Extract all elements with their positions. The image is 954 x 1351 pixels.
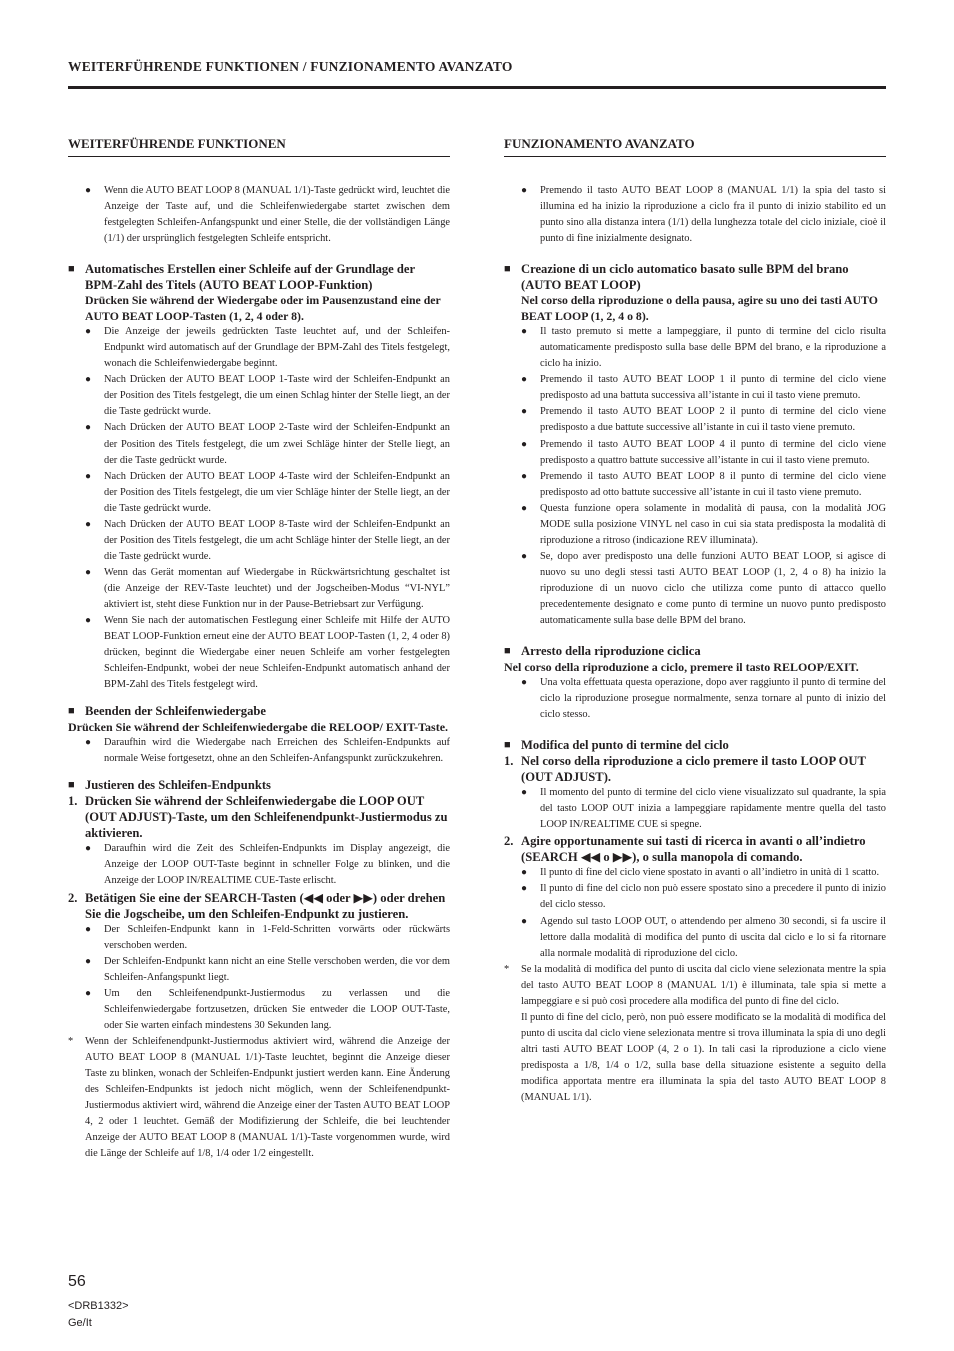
square-bullet-icon: ■ — [504, 739, 511, 752]
header-title: WEITERFÜHRENDE FUNKTIONEN / FUNZIONAMENTO AVANZATO — [68, 59, 513, 74]
right-end-instruction: Nel corso della riproduzione a ciclo, premere il tasto RELOOP/EXIT. — [504, 660, 859, 675]
bullet-icon: ● — [521, 787, 528, 799]
left-adjust-heading: ■ Justieren des Schleifen-Endpunkts — [68, 778, 271, 793]
list-item: ● Der Schleifen-Endpunkt kann nicht an eine Stelle verschoben werden, die vor dem Schleifen-Anfangspunkt liegt. — [85, 955, 450, 983]
bullet-icon: ● — [521, 406, 528, 418]
bullet-icon: ● — [85, 843, 92, 855]
list-item: ● Daraufhin wird die Zeit des Schleifen-Endpunkts im Display angezeigt, die Anzeige der LOOP OUT-Taste beginnt in schneller Folge zu blinken, und die Anzeige der LOOP IN/REALTIME CUE-Taste erlischt. — [85, 843, 450, 887]
list-item: ● Nach Drücken der AUTO BEAT LOOP 8-Taste wird der Schleifen-Endpunkt an der Position des Titels festgelegt, die um acht Schläge hinter der Stelle liegt, an der die Taste gedrückt wurde. — [85, 518, 450, 562]
bullet-icon: ● — [521, 326, 528, 338]
list-item: ● Wenn Sie nach der automatischen Festlegung einer Schleife mit Hilfe der AUTO BEAT LOOP-Funktion erneut eine der AUTO BEAT LOOP-Tasten (1, 2, 4 oder 8) drücken, beginnt die Wiedergabe einer neuen Schleife am vorher festgelegten Schleifen-Endpunkt, wobei der neue Schleifen-Endpunkt automatisch anhand der BPM-Zahl des Titels festgelegt wird. — [85, 615, 450, 691]
bullet-icon: ● — [521, 883, 528, 895]
list-item: ● Premendo il tasto AUTO BEAT LOOP 1 il punto di termine del ciclo viene predisposto ad una battuta successiva all’istante in cui il tasto viene premuto. — [521, 374, 886, 402]
bullet-icon: ● — [85, 737, 92, 749]
left-auto-bullets — [68, 324, 450, 693]
list-item: ● Il momento del punto di termine del ciclo viene visualizzato sul quadrante, la spia del tasto LOOP OUT inizia a lampeggiare rapidamente mentre quella del tasto LOOP IN/REALTIME CUE si spegne. — [521, 787, 886, 831]
right-note-continued: Il punto di fine del ciclo, però, non può essere modificato se la modalità di modifica del punto di uscita dal ciclo viene selezionata mentre si trova illuminata la spia di uno degli altri tasti AUTO BEAT LOOP (4, 2 o 1). In tali casi la riproduzione a ciclo viene predisposta a 1/8, 1/4 o 1/2, sulla base della situazione esistente a seguito della modifica apportata mentre era illuminata la spia del tasto AUTO BEAT LOOP 8 (MANUAL 1/1). — [521, 1011, 886, 1104]
right-auto-instruction: Nel corso della riproduzione o della pausa, agire su uno dei tasti AUTO BEAT LOOP (1, 2, 4 o 8). — [521, 293, 878, 323]
right-auto-heading: ■ Creazione di un ciclo automatico basato sulle BPM del brano (AUTO BEAT LOOP) — [504, 262, 849, 293]
bullet-icon: ● — [521, 867, 528, 879]
bullet-icon: ● — [521, 470, 528, 482]
asterisk-icon: * — [68, 1035, 74, 1047]
right-adjust-heading: ■ Modifica del punto di termine del ciclo — [504, 738, 729, 753]
list-item: ● Premendo il tasto AUTO BEAT LOOP 4 il punto di termine del ciclo viene predisposto a quattro battute successive all’istante in cui il tasto viene premuto. — [521, 438, 886, 466]
bullet-icon: ● — [521, 550, 528, 562]
bullet-icon: ● — [85, 470, 92, 482]
square-bullet-icon: ■ — [504, 263, 511, 276]
bullet-icon: ● — [85, 923, 92, 935]
bullet-icon: ● — [521, 438, 528, 450]
page-number: 56 — [68, 1273, 86, 1290]
right-auto-bullets — [504, 324, 886, 629]
language-code: Ge/It — [68, 1317, 92, 1329]
left-intro-bullet: ● Wenn die AUTO BEAT LOOP 8 (MANUAL 1/1)-Taste gedrückt wird, leuchtet die Anzeige der Taste auf, und die Schleifenwiedergabe startet zwischen dem festgelegten Schleifen-Anfangspunkt und einer Stelle, die der vollständigen Länge (1/1) der ursprünglich festgelegten Schleife entspricht. — [85, 185, 450, 245]
list-item: ● Una volta effettuata questa operazione, dopo aver raggiunto il punto di termine del ciclo la riproduzione prosegue normalmente, senza tornare al punto di inizio del ciclo stesso. — [521, 677, 886, 721]
right-note: * Se la modalità di modifica del punto di uscita dal ciclo viene selezionata mentre la spia del tasto AUTO BEAT LOOP 8 (MANUAL 1/1) è illuminata, tale spia si mette a lampeggiare e si può così procedere alla modifica del punto di fine del ciclo. — [504, 963, 886, 1007]
left-auto-instruction: Drücken Sie während der Wiedergabe oder im Pausenzustand eine der AUTO BEAT LOOP-Tasten (1, 2, 4 oder 8). — [85, 293, 441, 323]
list-item: ● Premendo il tasto AUTO BEAT LOOP 8 il punto di termine del ciclo viene predisposto ad otto battute successive all’istante in cui il tasto viene premuto. — [521, 470, 886, 498]
bullet-icon: ● — [85, 566, 92, 578]
left-end-instruction: Drücken Sie während der Schleifenwiedergabe die RELOOP/ EXIT-Taste. — [68, 720, 449, 735]
right-end-heading: ■ Arresto della riproduzione ciclica — [504, 644, 701, 659]
list-item: ● Nach Drücken der AUTO BEAT LOOP 2-Taste wird der Schleifen-Endpunkt an der Position des Titels festgelegt, die um zwei Schläge hinter der Stelle liegt, an der die Taste gedrückt wurde. — [85, 422, 450, 466]
left-step-1: 1. Drücken Sie während der Schleifenwiedergabe die LOOP OUT (OUT ADJUST)-Taste, um den Schleifenendpunkt-Justiermodus zu aktivieren. — [68, 794, 448, 841]
list-item: ● Nach Drücken der AUTO BEAT LOOP 1-Taste wird der Schleifen-Endpunkt an der Position des Titels festgelegt, die um einen Schlag hinter der Stelle liegt, an der die Taste gedrückt wurde. — [85, 374, 450, 418]
list-item: ● Premendo il tasto AUTO BEAT LOOP 2 il punto di termine del ciclo viene predisposto a due battute successive all’istante in cui il tasto viene premuto. — [521, 406, 886, 434]
bullet-icon: ● — [521, 502, 528, 514]
list-item: ● Die Anzeige der jeweils gedrückten Taste leuchtet auf, und der Schleifen-Endpunkt wird automatisch auf der Grundlage der BPM-Zahl des Titels festgelegt, wonach die Schleifenwiedergabe beginnt. — [85, 326, 450, 370]
bullet-icon: ● — [85, 615, 92, 627]
bullet-icon: ● — [85, 987, 92, 999]
list-item: ● Um den Schleifenendpunkt-Justiermodus zu verlassen und die Schleifenwiedergabe fortzusetzen, drücken Sie entweder die LOOP OUT-Taste, oder Sie warten einfach mindestens 30 Sekunden lang. — [85, 987, 450, 1031]
list-item: ● Daraufhin wird die Wiedergabe nach Erreichen des Schleifen-Endpunkts auf normale Weise fortgesetzt, ohne an den Schleifen-Anfangspunkt zurückzukehren. — [85, 737, 450, 765]
square-bullet-icon: ■ — [68, 779, 75, 792]
list-item: ● Questa funzione opera solamente in modalità di pausa, con la modalità JOG MODE sulla posizione VINYL nel caso in cui sia stata predisposta la modalità di riproduzione a ritroso (indicazione REV illuminata). — [521, 502, 886, 546]
list-item: ● Il tasto premuto si mette a lampeggiare, il punto di termine del ciclo risulta automaticamente predisposto sulla base delle BPM del brano, e la riproduzione a ciclo ha inizio. — [521, 326, 886, 370]
list-item: ● Il punto di fine del ciclo viene spostato in avanti o all’indietro in unità di 1 scatto. — [504, 865, 886, 881]
square-bullet-icon: ■ — [504, 645, 511, 658]
bullet-icon: ● — [521, 915, 528, 927]
left-step-2: 2. Betätigen Sie eine der SEARCH-Tasten (◀◀ oder ▶▶) oder drehen Sie die Jogscheibe, um den Schleifen-Endpunkt zu justieren. — [68, 890, 446, 921]
right-column — [504, 136, 886, 1106]
page-header — [68, 59, 886, 89]
square-bullet-icon: ■ — [68, 263, 75, 276]
bullet-icon: ● — [85, 518, 92, 530]
bullet-icon: ● — [521, 185, 528, 196]
list-item: ● Nach Drücken der AUTO BEAT LOOP 4-Taste wird der Schleifen-Endpunkt an der Position des Titels festgelegt, die um vier Schläge hinter der Stelle liegt, an der die Taste gedrückt wurde. — [85, 470, 450, 514]
header-rule — [68, 86, 886, 89]
left-end-heading: ■ Beenden der Schleifenwiedergabe — [68, 704, 266, 719]
bullet-icon: ● — [85, 374, 92, 386]
bullet-icon: ● — [521, 677, 528, 689]
right-intro-bullet: ● Premendo il tasto AUTO BEAT LOOP 8 (MANUAL 1/1) la spia del tasto si illumina ed ha inizio la riproduzione a ciclo fra il punto di inizio stabilito ed un punto sino alla distanza intera (1/1) della lunghezza totale del ciclo iniziale, cioè il punto di fine inizialmente designato. — [521, 185, 886, 245]
left-column — [68, 136, 450, 1162]
right-step-2: 2. Agire opportunamente sui tasti di ricerca in avanti o all’indietro (SEARCH ◀◀ o ▶▶), o sulla manopola di comando. — [504, 834, 866, 865]
bullet-icon: ● — [85, 955, 92, 967]
right-step-1: 1. Nel corso della riproduzione a ciclo premere il tasto LOOP OUT (OUT ADJUST). — [504, 754, 866, 785]
left-auto-heading: ■ Automatisches Erstellen einer Schleife auf der Grundlage der BPM-Zahl des Titels (AUTO BEAT LOOP-Funktion) — [68, 262, 415, 293]
document-code: <DRB1332> — [68, 1300, 129, 1312]
list-item: ● Il punto di fine del ciclo non può essere spostato sino a precedere il punto di inizio del ciclo stesso. — [521, 883, 886, 911]
footer-code — [68, 1298, 129, 1332]
bullet-icon: ● — [85, 422, 92, 434]
square-bullet-icon: ■ — [68, 705, 75, 718]
list-item: ● Der Schleifen-Endpunkt kann in 1-Feld-Schritten vorwärts oder rückwärts verschoben werden. — [85, 923, 450, 951]
bullet-icon: ● — [521, 374, 528, 386]
list-item: ● Agendo sul tasto LOOP OUT, o attendendo per almeno 30 secondi, si fa uscire il lettore dalla modalità di modifica del punto di uscita dal ciclo e lo si fa ritornare alla normale modalità di riproduzione del ciclo. — [521, 915, 886, 959]
left-note: * Wenn der Schleifenendpunkt-Justiermodus aktiviert wird, während die Anzeige der AUTO BEAT LOOP 8 (MANUAL 1/1)-Taste leuchtet, beginnt die Anzeige dieser Taste zu blinken, wonach der Schleifen-Endpunkt justiert werden kann. Eine Änderung des Schleifen-Endpunkts ist jedoch nicht möglich, wenn der Schleifenendpunkt-Justiermodus aktiviert wird, während die Anzeige einer der Tasten AUTO BEAT LOOP 4, 2 oder 1 leuchtet. Gemäß der Modifizierung der Schleife, die bei leuchtender Anzeige der AUTO BEAT LOOP 8 (MANUAL 1/1)-Taste vorgenommen wurde, wird die Länge der Schleife auf 1/8, 1/4 oder 1/2 eingestellt. — [68, 1035, 450, 1160]
left-section-title: WEITERFÜHRENDE FUNKTIONEN — [68, 136, 450, 157]
asterisk-icon: * — [504, 963, 510, 975]
right-section-title: FUNZIONAMENTO AVANZATO — [504, 136, 886, 157]
bullet-icon: ● — [85, 326, 92, 338]
bullet-icon: ● — [85, 185, 92, 196]
list-item: ● Se, dopo aver predisposto una delle funzioni AUTO BEAT LOOP, si agisce di nuovo su uno degli stessi tasti AUTO BEAT LOOP (1, 2, 4 o 8) ha inizio la riproduzione di un nuovo ciclo che utilizza come punto di attacco quello precedentemente designato e come punto di termine un nuovo punto predisposto automaticamente sulla base delle BPM del brano. — [521, 550, 886, 627]
list-item: ● Wenn das Gerät momentan auf Wiedergabe in Rückwärtsrichtung geschaltet ist (die Anzeige der REV-Taste leuchtet) und der Jogscheiben-Modus “VI-NYL” aktiviert ist, steht diese Funktion nur in der Pause-Betriebsart zur Verfügung. — [85, 566, 450, 610]
